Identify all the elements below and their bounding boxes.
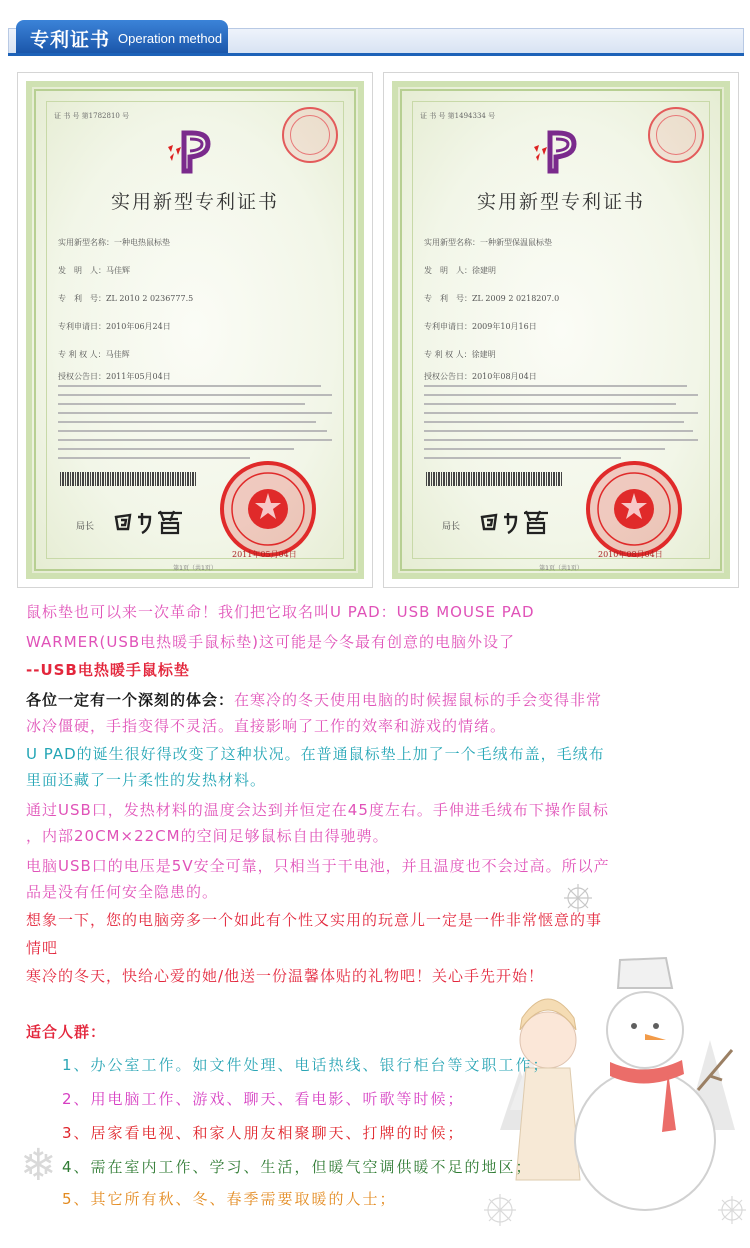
certificate-frame-2 [383,72,739,588]
official-seal-icon [584,459,684,559]
paragraph-4: 电脑USB口的电压是5V安全可靠，只相当于干电池，并且温度也不会过高。所以产 [26,857,610,875]
cert-field-owner: 专 利 权 人：徐建明 [424,350,496,359]
paragraph-3: 通过USB口，发热材料的温度会达到并恒定在45度左右。手伸进毛绒布下操作鼠标 [26,801,609,819]
paragraph-2: U PAD的诞生很好得改变了这种状况。在普通鼠标垫上加了一个毛绒布盖，毛绒布 [26,745,605,763]
cert-field-name: 实用新型名称：一种电热鼠标垫 [58,238,170,247]
stamp-date: 2010年08月04日 [598,550,663,559]
certificate-body-text [58,385,332,466]
signature-icon [112,507,192,537]
paragraph-1-cont: 冰冷僵硬，手指变得不灵活。直接影响了工作的效率和游戏的情绪。 [26,717,507,735]
top-seal-icon [648,107,704,163]
patent-office-logo-icon [528,127,586,175]
paragraph-1 [26,690,602,710]
paragraph-5-cont: 情吧 [26,939,59,957]
paragraph-6: 寒冷的冬天，快给心爱的她/他送一份温馨体贴的礼物吧！关心手先开始！ [26,967,545,985]
cert-field-owner: 专 利 权 人：马佳辉 [58,350,130,359]
barcode [426,472,562,486]
intro-line-2: WARMER(USB电热暖手鼠标垫)这可能是今冬最有创意的电脑外设了 [26,633,516,651]
paragraph-2-cont: 里面还藏了一片柔性的发热材料。 [26,771,267,789]
cert-field-inventor: 发 明 人：马佳辉 [58,266,130,275]
audience-item: 1、办公室工作。如文件处理、电话热线、银行柜台等文职工作； [62,1056,550,1074]
page-number: 第1页（共1页） [173,565,217,572]
audience-item: 5、其它所有秋、冬、春季需要取暖的人士； [62,1190,397,1208]
snowflake-icon: ❄ [20,1140,57,1191]
certificate-number: 证 书 号 第1782810 号 [54,112,130,120]
header-tab [16,20,228,54]
certificate-1 [26,81,364,579]
page-number: 第1页（共1页） [539,565,583,572]
section-header [8,20,744,58]
intro-subtitle: --USB电热暖手鼠标垫 [26,661,190,679]
header-underline [8,53,744,56]
barcode [60,472,196,486]
paragraph-lead: 各位一定有一个深刻的体会： [26,691,235,709]
signature-label: 局长 [442,522,461,532]
intro-line-1: 鼠标垫也可以来一次革命！我们把它取名叫U PAD：USB MOUSE PAD [26,603,535,621]
header-subtitle: Operation method [118,31,223,46]
certificate-number: 证 书 号 第1494334 号 [420,112,496,120]
paragraph-5: 想象一下，您的电脑旁多一个如此有个性又实用的玩意儿一定是一件非常惬意的事 [26,911,603,929]
header-title: 专利证书 [30,29,111,51]
official-seal-icon [218,459,318,559]
stamp-date: 2011年05月04日 [232,550,297,559]
certificate-frame-1 [17,72,373,588]
cert-field-grant-date: 授权公告日：2010年08月04日 [424,372,537,381]
certificate-title: 实用新型专利证书 [110,191,279,213]
audience-item: 3、居家看电视、和家人朋友相聚聊天、打牌的时候； [62,1124,465,1142]
audience-item: 2、用电脑工作、游戏、聊天、看电影、听歌等时候； [62,1090,465,1108]
paragraph-4-cont: 品是没有任何安全隐患的。 [26,883,219,901]
certificate-body-text [424,385,698,466]
patent-office-logo-icon [162,127,220,175]
cert-field-name: 实用新型名称：一种新型保温鼠标垫 [424,238,552,247]
cert-field-patent-no: 专 利 号：ZL 2010 2 0236777.5 [58,294,194,303]
paragraph-3-cont: ，内部20CM×22CM的空间足够鼠标自由得驰骋。 [26,827,389,845]
cert-field-apply-date: 专利申请日：2009年10月16日 [424,322,537,331]
certificate-2 [392,81,730,579]
top-seal-icon [282,107,338,163]
audience-item: 4、需在室内工作、学习、生活，但暖气空调供暖不足的地区； [62,1158,533,1176]
cert-field-inventor: 发 明 人：徐建明 [424,266,496,275]
signature-icon [478,507,558,537]
paragraph-1-text: 在寒冷的冬天使用电脑的时候握鼠标的手会变得非常 [234,691,603,709]
certificate-title: 实用新型专利证书 [476,191,645,213]
audience-title: 适合人群： [26,1023,107,1041]
cert-field-apply-date: 专利申请日：2010年06月24日 [58,322,171,331]
signature-label: 局长 [76,522,95,532]
cert-field-patent-no: 专 利 号：ZL 2009 2 0218207.0 [424,294,560,303]
cert-field-grant-date: 授权公告日：2011年05月04日 [58,372,171,381]
